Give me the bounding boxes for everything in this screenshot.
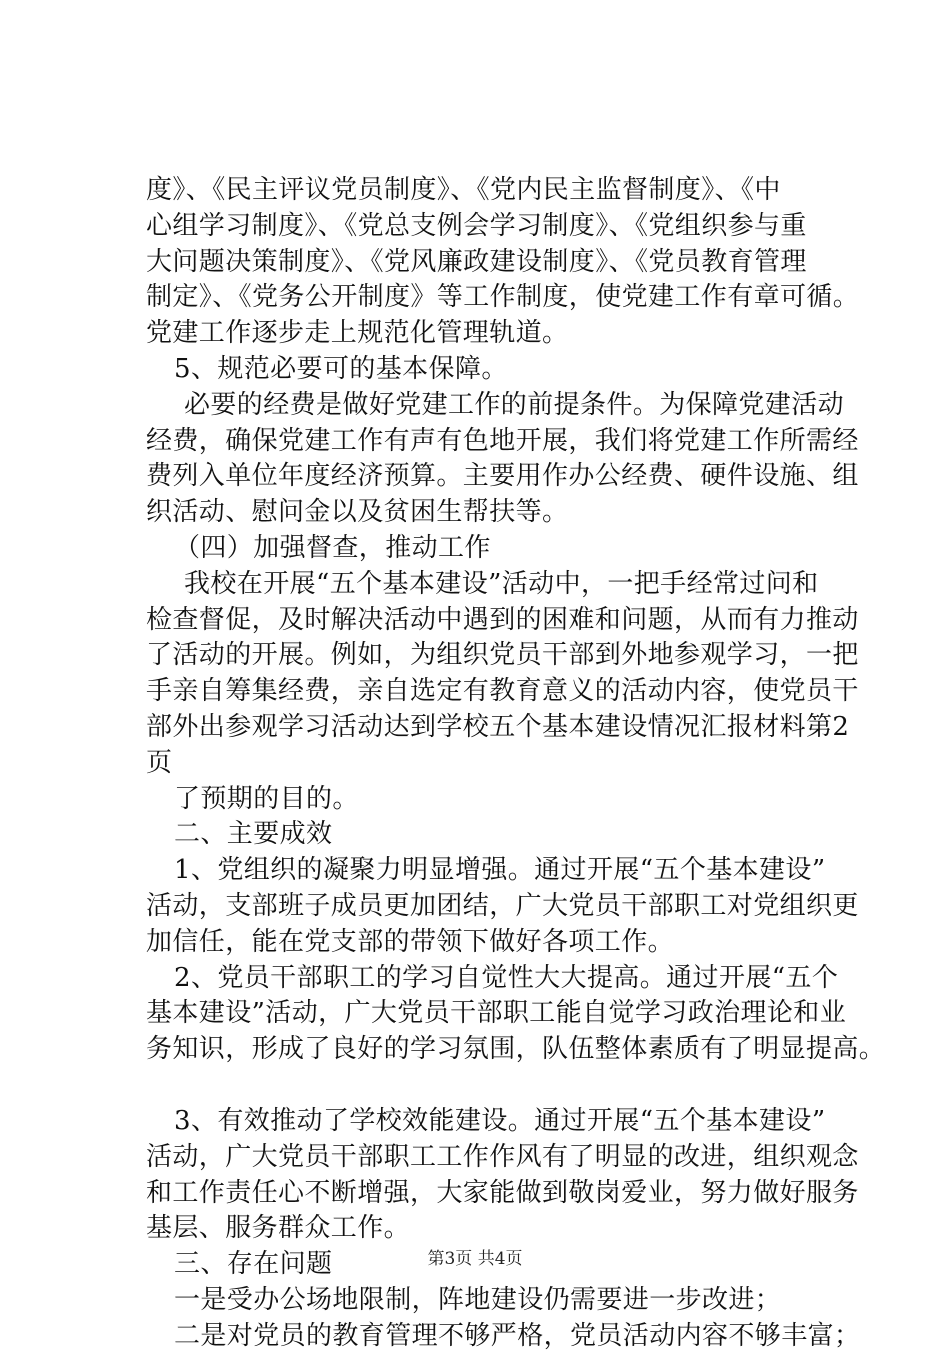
- page-number-label: 第3页 共4页: [427, 1249, 523, 1269]
- text-line: 度》、《民主评议党员制度》、《党内民主监督制度》、《中: [146, 175, 781, 205]
- text-line: 二、主要成效: [174, 819, 333, 850]
- text-line: 织活动、慰问金以及贫困生帮扶等。: [146, 497, 569, 528]
- text-line: 和工作责任心不断增强，大家能做到敬岗爱业，努力做好服务: [146, 1177, 859, 1208]
- page-footer: [0, 1249, 950, 1269]
- text-line: 了活动的开展。例如，为组织党员干部到外地参观学习，一把: [146, 640, 859, 671]
- text-line: 部外出参观学习活动达到学校五个基本建设情况汇报材料第2: [146, 711, 850, 742]
- text-line: 3、有效推动了学校效能建设。通过开展“五个基本建设”: [174, 1105, 826, 1136]
- document-body: [146, 173, 886, 1355]
- text-line: （四）加强督查，推动工作: [174, 532, 491, 563]
- text-line: [146, 1068, 846, 1104]
- text-line: 加信任，能在党支部的带领下做好各项工作。: [146, 926, 675, 957]
- text-line: 务知识，形成了良好的学习氛围，队伍整体素质有了明显提高。: [146, 1034, 886, 1065]
- text-line: 了预期的目的。: [174, 783, 359, 814]
- text-line: 1、党组织的凝聚力明显增强。通过开展“五个基本建设”: [174, 855, 826, 886]
- text-line: 三、存在问题: [174, 1249, 333, 1280]
- text-line: 基本建设”活动，广大党员干部职工能自觉学习政治理论和业: [146, 998, 847, 1029]
- text-line: 手亲自筹集经费，亲自选定有教育意义的活动内容，使党员干: [146, 676, 859, 707]
- text-line: 一是受办公场地限制，阵地建设仍需要进一步改进；: [174, 1284, 782, 1315]
- text-line: 页: [146, 747, 173, 778]
- text-line: 大问题决策制度》、《党风廉政建设制度》、《党员教育管理: [146, 246, 807, 277]
- text-line: 二是对党员的教育管理不够严格，党员活动内容不够丰富；: [174, 1320, 861, 1351]
- text-line: 活动，广大党员干部职工工作作风有了明显的改进，组织观念: [146, 1141, 859, 1172]
- text-line: 必要的经费是做好党建工作的前提条件。为保障党建活动: [184, 389, 845, 420]
- text-line: 制定》、《党务公开制度》等工作制度，使党建工作有章可循。: [146, 282, 860, 313]
- text-line: 经费，确保党建工作有声有色地开展，我们将党建工作所需经: [146, 425, 859, 456]
- text-line: 2、党员干部职工的学习自觉性大大提高。通过开展“五个: [174, 962, 839, 993]
- text-line: 5、规范必要可的基本保障。: [174, 353, 508, 384]
- text-line: 检查督促，及时解决活动中遇到的困难和问题，从而有力推动: [146, 604, 859, 635]
- text-line: 活动，支部班子成员更加团结，广大党员干部职工对党组织更: [146, 890, 859, 921]
- text-line: 心组学习制度》、《党总支例会学习制度》、《党组织参与重: [146, 210, 807, 241]
- text-line: 我校在开展“五个基本建设”活动中，一把手经常过问和: [184, 568, 819, 599]
- text-line: 费列入单位年度经济预算。主要用作办公经费、硬件设施、组: [146, 461, 859, 492]
- text-line: 基层、服务群众工作。: [146, 1213, 411, 1244]
- text-line: 党建工作逐步走上规范化管理轨道。: [146, 318, 569, 349]
